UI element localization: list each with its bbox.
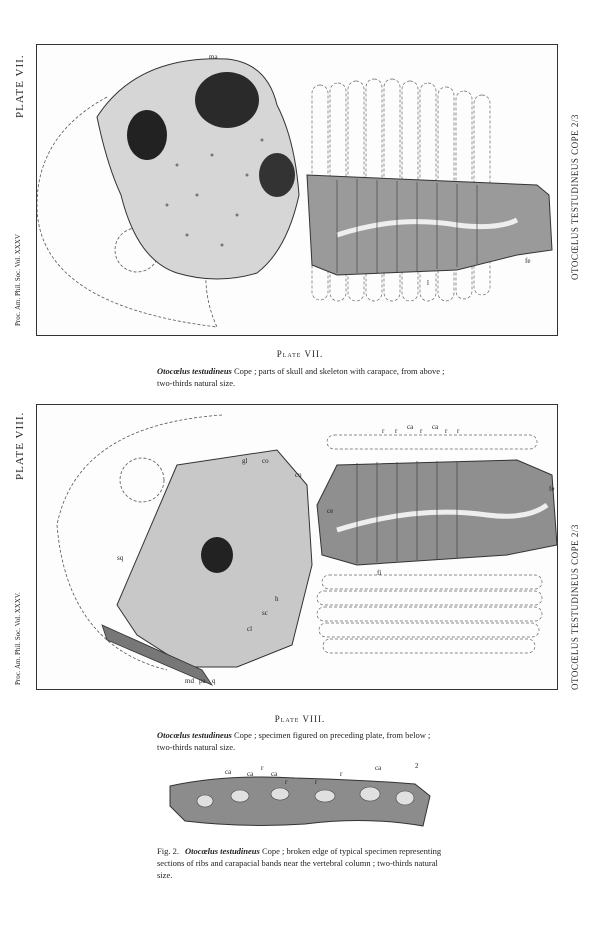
label-ca-1: ca <box>407 423 414 431</box>
plate-vii-drawing <box>37 45 557 335</box>
fig-2-caption <box>157 845 447 881</box>
skull-cavity <box>201 537 233 573</box>
label-r-3: r <box>420 427 423 435</box>
label-pa: pa <box>199 677 206 685</box>
plate-viii-figure <box>36 404 558 690</box>
label-r-1: r <box>261 764 264 772</box>
label-l: l <box>427 279 429 287</box>
label-fe: fe <box>549 485 555 493</box>
plate-viii-caption-genus: Otocœlus testudineus <box>157 730 232 740</box>
label-r-3: r <box>315 778 318 786</box>
label-num: 2 <box>415 762 419 770</box>
label-r-4: r <box>340 770 343 778</box>
label-ca-2: ca <box>247 770 254 778</box>
orbit-outline-dashed <box>120 458 164 502</box>
plate-vii-caption-genus: Otocœlus testudineus <box>157 366 232 376</box>
label-fe: fe <box>525 257 531 265</box>
label-cl: cl <box>247 625 253 633</box>
label-r-5: r <box>457 427 460 435</box>
skull-cavity-right <box>259 153 295 197</box>
plate-viii-caption-title: Plate VIII. <box>274 714 326 724</box>
plate-vii-journal: Proc. Am. Phil. Soc. Vol. XXXV <box>14 234 22 326</box>
label-ma: ma <box>209 53 218 61</box>
label-r-1: r <box>382 427 385 435</box>
label-md: md <box>185 677 194 685</box>
label-r-2: r <box>395 427 398 435</box>
label-q: q <box>212 677 216 685</box>
label-ca-4: ca <box>375 764 382 772</box>
label-h: h <box>275 595 279 603</box>
fig-2-drawing <box>165 756 435 836</box>
skull-cavity-top <box>195 72 259 128</box>
label-ca-2: ca <box>432 423 439 431</box>
plate-vii-side-title: PLATE VII. <box>14 54 26 118</box>
plate-viii-drawing <box>37 405 557 689</box>
plate-viii-caption <box>157 729 447 753</box>
label-sq: sq <box>117 554 124 562</box>
plate-vii-figure <box>36 44 558 336</box>
plate-viii-journal: Proc. Am. Phil. Soc. Vol. XXXV. <box>14 592 22 685</box>
label-r-2: r <box>285 778 288 786</box>
plate-vii-caption-text: Cope ; parts of skull and skeleton with carapace, from above ; two-thirds natural size. <box>157 366 445 388</box>
label-gl: gl <box>242 457 248 465</box>
skull-cavity-left <box>127 110 167 160</box>
plate-vii-right-title: OTOCŒLUS TESTUDINEUS COPE 2/3 <box>570 114 580 280</box>
label-r-4: r <box>445 427 448 435</box>
fig-2-figure <box>165 756 435 836</box>
label-sc: sc <box>262 609 268 617</box>
label-fi: fi <box>377 569 382 577</box>
label-ca-1: ca <box>225 768 232 776</box>
plate-viii-caption-text: Cope ; specimen figured on preceding plate, from below ; two-thirds natural size. <box>157 730 431 752</box>
label-co: co <box>262 457 269 465</box>
plate-vii-caption-title: Plate VII. <box>276 349 324 359</box>
fig-2-label: Fig. 2. <box>157 846 179 856</box>
fig-2-caption-genus: Otocœlus testudineus <box>184 846 260 856</box>
plate-viii-right-title: OTOCŒLUS TESTUDINEUS COPE 2/3 <box>570 524 580 690</box>
plate-vii-caption <box>157 365 447 389</box>
label-ce: ce <box>327 507 334 515</box>
fig-2-caption-text: Cope ; broken edge of typical specimen representing sections of ribs and carapacial bands near the vertebral column ; two-thirds natural size. <box>157 846 442 880</box>
label-cu: cu <box>295 471 302 479</box>
skeleton-block <box>307 175 552 275</box>
plate-viii-side-title: PLATE VIII. <box>14 411 26 480</box>
label-ca-3: ca <box>271 770 278 778</box>
